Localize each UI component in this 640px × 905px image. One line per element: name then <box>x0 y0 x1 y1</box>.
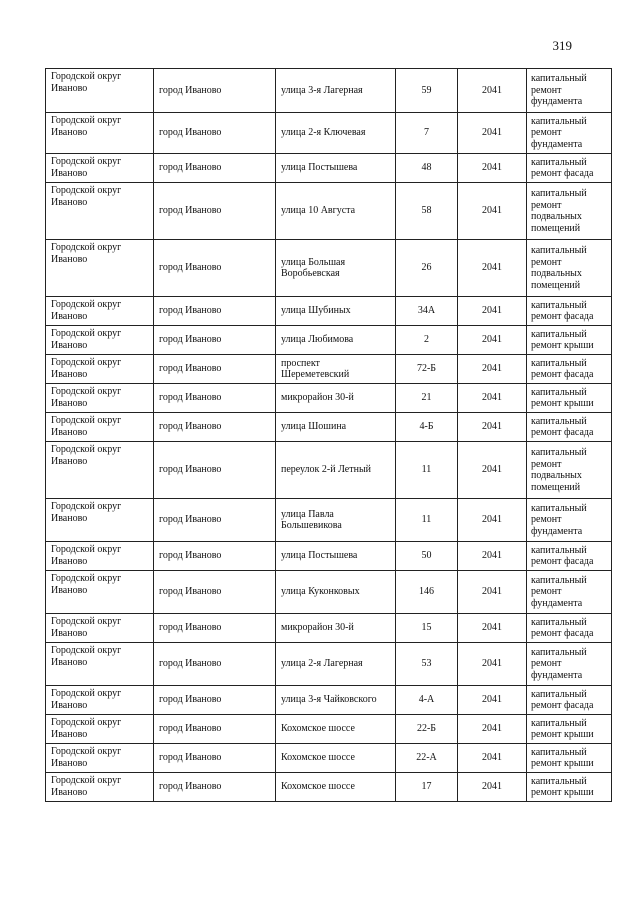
cell-work-type: капитальный ремонт крыши <box>527 715 612 744</box>
cell-house-number: 22-Б <box>396 715 458 744</box>
cell-city: город Иваново <box>154 297 276 326</box>
cell-district: Городской округ Иваново <box>46 499 154 542</box>
cell-work-type: капитальный ремонт подвальных помещений <box>527 240 612 297</box>
table-row <box>46 643 612 686</box>
cell-work-type: капитальный ремонт фасада <box>527 154 612 183</box>
cell-year: 2041 <box>458 744 527 773</box>
table-row <box>46 744 612 773</box>
cell-work-type: капитальный ремонт крыши <box>527 326 612 355</box>
cell-house-number: 15 <box>396 614 458 643</box>
table-row <box>46 154 612 183</box>
cell-district: Городской округ Иваново <box>46 240 154 297</box>
cell-year: 2041 <box>458 686 527 715</box>
cell-street: улица 3-я Лагерная <box>276 69 396 113</box>
cell-work-type: капитальный ремонт крыши <box>527 773 612 802</box>
cell-street: улица Павла Большевикова <box>276 499 396 542</box>
cell-street: улица Постышева <box>276 154 396 183</box>
cell-year: 2041 <box>458 542 527 571</box>
cell-work-type: капитальный ремонт фундамента <box>527 69 612 113</box>
cell-city: город Иваново <box>154 413 276 442</box>
cell-house-number: 48 <box>396 154 458 183</box>
cell-street: улица 2-я Ключевая <box>276 113 396 154</box>
cell-house-number: 53 <box>396 643 458 686</box>
cell-house-number: 17 <box>396 773 458 802</box>
cell-district: Городской округ Иваново <box>46 614 154 643</box>
cell-district: Городской округ Иваново <box>46 413 154 442</box>
table-body <box>46 69 612 802</box>
cell-district: Городской округ Иваново <box>46 113 154 154</box>
cell-city: город Иваново <box>154 499 276 542</box>
cell-work-type: капитальный ремонт подвальных помещений <box>527 442 612 499</box>
table-row <box>46 442 612 499</box>
cell-work-type: капитальный ремонт фундамента <box>527 499 612 542</box>
cell-district: Городской округ Иваново <box>46 773 154 802</box>
cell-city: город Иваново <box>154 614 276 643</box>
cell-house-number: 7 <box>396 113 458 154</box>
cell-street: улица Постышева <box>276 542 396 571</box>
cell-work-type: капитальный ремонт фундамента <box>527 571 612 614</box>
cell-district: Городской округ Иваново <box>46 326 154 355</box>
cell-street: улица 2-я Лагерная <box>276 643 396 686</box>
cell-year: 2041 <box>458 154 527 183</box>
cell-street: переулок 2-й Летный <box>276 442 396 499</box>
cell-city: город Иваново <box>154 442 276 499</box>
cell-work-type: капитальный ремонт фасада <box>527 355 612 384</box>
cell-city: город Иваново <box>154 744 276 773</box>
cell-street: улица Большая Воробьевская <box>276 240 396 297</box>
cell-year: 2041 <box>458 614 527 643</box>
cell-year: 2041 <box>458 384 527 413</box>
cell-street: улица Любимова <box>276 326 396 355</box>
cell-work-type: капитальный ремонт фундамента <box>527 643 612 686</box>
repair-schedule-table-container <box>45 68 611 802</box>
cell-city: город Иваново <box>154 355 276 384</box>
cell-work-type: капитальный ремонт подвальных помещений <box>527 183 612 240</box>
cell-district: Городской округ Иваново <box>46 355 154 384</box>
cell-year: 2041 <box>458 240 527 297</box>
cell-city: город Иваново <box>154 643 276 686</box>
table-row <box>46 686 612 715</box>
cell-work-type: капитальный ремонт крыши <box>527 744 612 773</box>
cell-year: 2041 <box>458 773 527 802</box>
table-row <box>46 297 612 326</box>
cell-year: 2041 <box>458 326 527 355</box>
cell-street: микрорайон 30-й <box>276 384 396 413</box>
cell-year: 2041 <box>458 413 527 442</box>
cell-city: город Иваново <box>154 326 276 355</box>
cell-year: 2041 <box>458 571 527 614</box>
cell-house-number: 2 <box>396 326 458 355</box>
cell-work-type: капитальный ремонт фасада <box>527 413 612 442</box>
cell-street: улица Шубиных <box>276 297 396 326</box>
cell-city: город Иваново <box>154 384 276 413</box>
cell-year: 2041 <box>458 643 527 686</box>
cell-district: Городской округ Иваново <box>46 384 154 413</box>
cell-city: город Иваново <box>154 240 276 297</box>
cell-year: 2041 <box>458 297 527 326</box>
table-row <box>46 326 612 355</box>
cell-city: город Иваново <box>154 715 276 744</box>
table-row <box>46 413 612 442</box>
cell-house-number: 26 <box>396 240 458 297</box>
cell-work-type: капитальный ремонт фасада <box>527 542 612 571</box>
cell-house-number: 72-Б <box>396 355 458 384</box>
cell-street: улица 3-я Чайковского <box>276 686 396 715</box>
cell-house-number: 58 <box>396 183 458 240</box>
cell-street: Кохомское шоссе <box>276 715 396 744</box>
cell-work-type: капитальный ремонт фасада <box>527 686 612 715</box>
table-row <box>46 183 612 240</box>
table-row <box>46 384 612 413</box>
cell-district: Городской округ Иваново <box>46 571 154 614</box>
table-row <box>46 69 612 113</box>
cell-year: 2041 <box>458 183 527 240</box>
cell-district: Городской округ Иваново <box>46 69 154 113</box>
cell-district: Городской округ Иваново <box>46 715 154 744</box>
cell-year: 2041 <box>458 113 527 154</box>
cell-street: улица 10 Августа <box>276 183 396 240</box>
cell-work-type: капитальный ремонт фасада <box>527 614 612 643</box>
table-row <box>46 571 612 614</box>
table-row <box>46 614 612 643</box>
table-row <box>46 773 612 802</box>
cell-district: Городской округ Иваново <box>46 542 154 571</box>
cell-street: проспект Шереметевский <box>276 355 396 384</box>
cell-district: Городской округ Иваново <box>46 686 154 715</box>
cell-city: город Иваново <box>154 154 276 183</box>
cell-district: Городской округ Иваново <box>46 183 154 240</box>
cell-district: Городской округ Иваново <box>46 643 154 686</box>
cell-house-number: 11 <box>396 442 458 499</box>
cell-street: Кохомское шоссе <box>276 744 396 773</box>
table-row <box>46 240 612 297</box>
cell-house-number: 22-А <box>396 744 458 773</box>
cell-street: улица Куконковых <box>276 571 396 614</box>
cell-house-number: 11 <box>396 499 458 542</box>
cell-house-number: 4-Б <box>396 413 458 442</box>
table-row <box>46 715 612 744</box>
cell-house-number: 4-А <box>396 686 458 715</box>
table-row <box>46 355 612 384</box>
cell-district: Городской округ Иваново <box>46 744 154 773</box>
cell-house-number: 50 <box>396 542 458 571</box>
cell-district: Городской округ Иваново <box>46 154 154 183</box>
cell-city: город Иваново <box>154 183 276 240</box>
cell-work-type: капитальный ремонт фасада <box>527 297 612 326</box>
cell-city: город Иваново <box>154 113 276 154</box>
cell-city: город Иваново <box>154 542 276 571</box>
cell-district: Городской округ Иваново <box>46 442 154 499</box>
page-number: 319 <box>552 38 572 53</box>
cell-work-type: капитальный ремонт крыши <box>527 384 612 413</box>
cell-city: город Иваново <box>154 571 276 614</box>
cell-house-number: 21 <box>396 384 458 413</box>
cell-work-type: капитальный ремонт фундамента <box>527 113 612 154</box>
cell-year: 2041 <box>458 69 527 113</box>
cell-year: 2041 <box>458 355 527 384</box>
cell-city: город Иваново <box>154 69 276 113</box>
cell-street: микрорайон 30-й <box>276 614 396 643</box>
cell-year: 2041 <box>458 442 527 499</box>
cell-house-number: 34А <box>396 297 458 326</box>
cell-house-number: 59 <box>396 69 458 113</box>
repair-schedule-table <box>45 68 612 802</box>
cell-city: город Иваново <box>154 773 276 802</box>
cell-street: Кохомское шоссе <box>276 773 396 802</box>
cell-year: 2041 <box>458 499 527 542</box>
cell-district: Городской округ Иваново <box>46 297 154 326</box>
cell-street: улица Шошина <box>276 413 396 442</box>
cell-year: 2041 <box>458 715 527 744</box>
table-row <box>46 542 612 571</box>
table-row <box>46 113 612 154</box>
cell-city: город Иваново <box>154 686 276 715</box>
table-row <box>46 499 612 542</box>
cell-house-number: 146 <box>396 571 458 614</box>
